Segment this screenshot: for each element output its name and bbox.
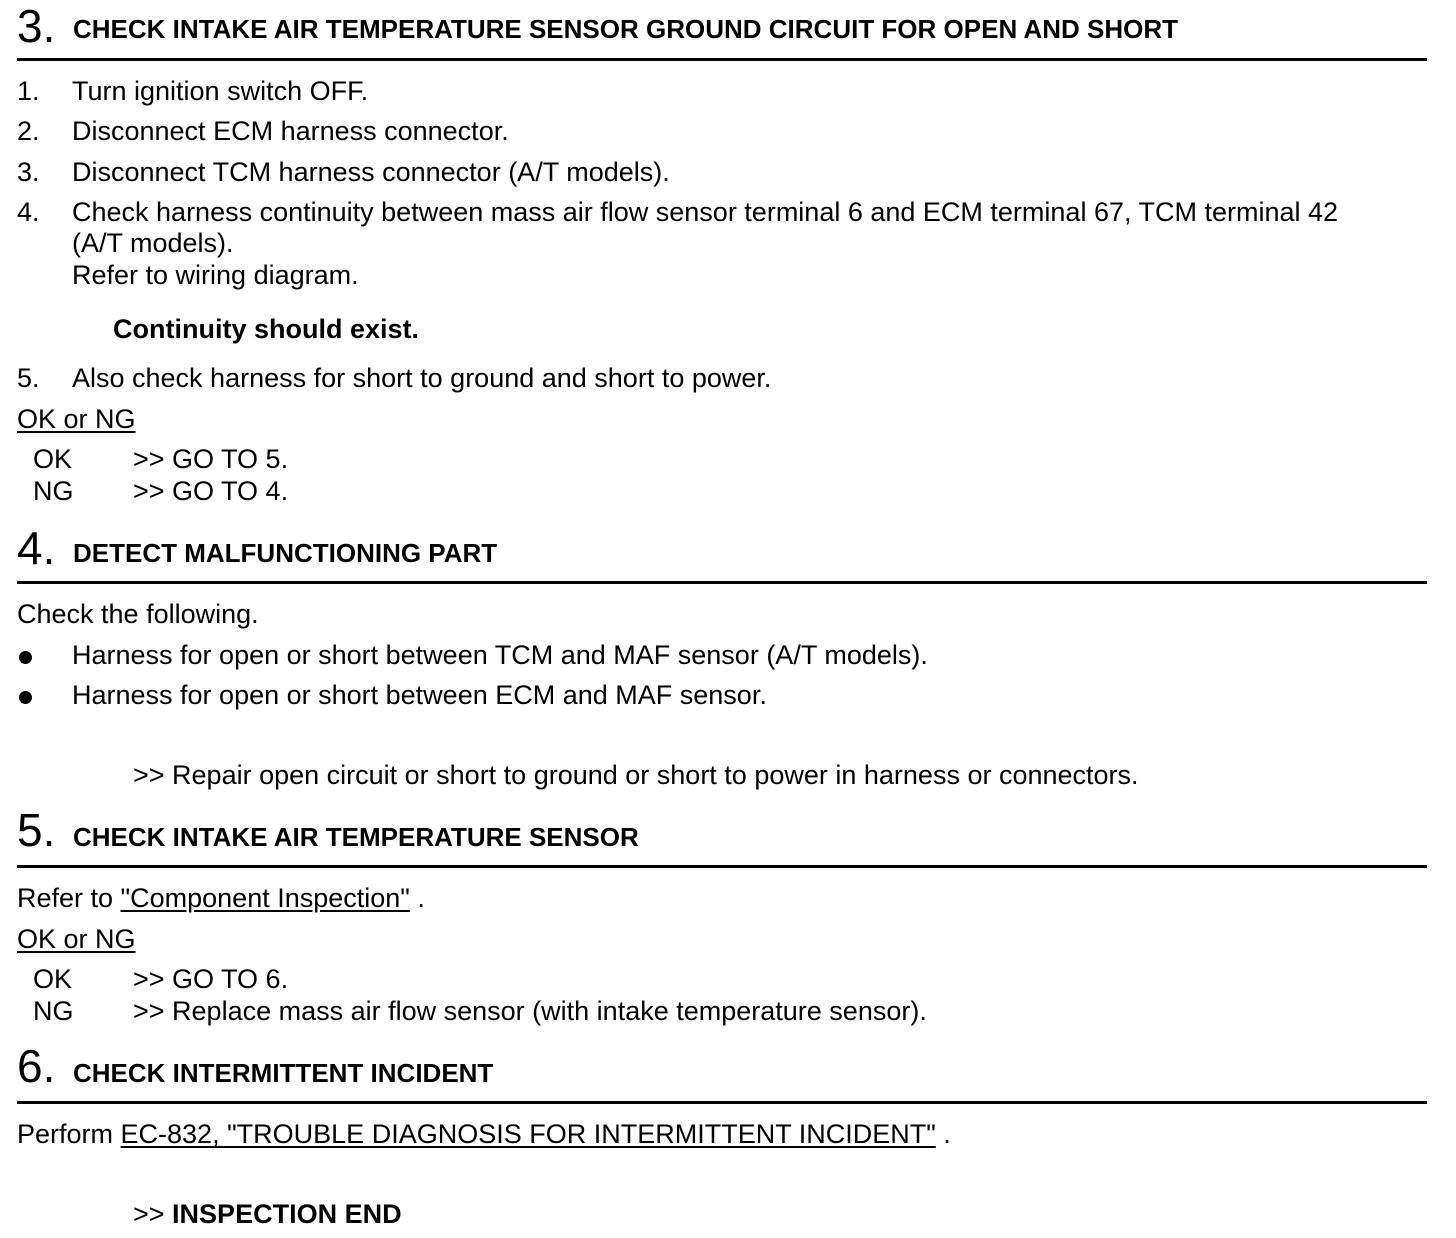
step6-perform-suffix: .: [935, 1119, 951, 1149]
step6-number: 6.: [17, 1040, 56, 1092]
step4-bullet1: Harness for open or short between TCM and MAF sensor (A/T models).: [72, 640, 928, 670]
step3-ok-action: >> GO TO 5.: [133, 444, 289, 474]
step3-item4-text: Check harness continuity between mass air flow sensor terminal 6 and ECM terminal 67, TCM terminal 42: [72, 197, 1339, 227]
intermittent-incident-link[interactable]: EC-832, "TROUBLE DIAGNOSIS FOR INTERMITTENT INCIDENT": [120, 1119, 936, 1149]
step5-ok-label: OK: [33, 964, 73, 994]
step5-ng-action: >> Replace mass air flow sensor (with intake temperature sensor).: [133, 996, 927, 1026]
step3-divider: [17, 58, 1427, 61]
step3-item1-num: 1.: [17, 76, 40, 106]
step5-ok-action: >> GO TO 6.: [133, 964, 289, 994]
inspection-end-prefix: >>: [133, 1199, 173, 1229]
inspection-end-text: INSPECTION END: [172, 1199, 402, 1229]
step3-number: 3.: [17, 0, 56, 52]
step3-ok-ng-heading: OK or NG: [17, 404, 136, 434]
step3-title: CHECK INTAKE AIR TEMPERATURE SENSOR GROUND CIRCUIT FOR OPEN AND SHORT: [73, 14, 1179, 44]
step3-ok-label: OK: [33, 444, 73, 474]
step4-number: 4.: [17, 522, 56, 574]
step5-refer-suffix: .: [409, 883, 425, 913]
step4-action: >> Repair open circuit or short to ground or short to power in harness or connectors.: [133, 760, 1139, 790]
step3-item1-text: Turn ignition switch OFF.: [72, 76, 369, 106]
step5-ok-ng-heading: OK or NG: [17, 924, 136, 954]
step5-number: 5.: [17, 804, 56, 856]
step3-item2-text: Disconnect ECM harness connector.: [72, 116, 509, 146]
step3-item3-text: Disconnect TCM harness connector (A/T models).: [72, 157, 670, 187]
step3-ng-label: NG: [33, 476, 74, 506]
step6-divider: [17, 1101, 1427, 1104]
inspection-end: [133, 1199, 402, 1229]
step3-item3-num: 3.: [17, 157, 40, 187]
step3-item5-text: Also check harness for short to ground and short to power.: [72, 363, 772, 393]
step6-title: CHECK INTERMITTENT INCIDENT: [73, 1058, 494, 1088]
step3-item4-continuation: (A/T models).: [72, 228, 234, 258]
step4-bullet2: Harness for open or short between ECM and MAF sensor.: [72, 680, 767, 710]
bullet-icon: [19, 691, 32, 704]
step4-title: DETECT MALFUNCTIONING PART: [73, 538, 498, 568]
step3-item4-num: 4.: [17, 197, 40, 227]
step5-refer-prefix: Refer to: [17, 883, 121, 913]
step4-divider: [17, 581, 1427, 584]
step3-item5-num: 5.: [17, 363, 40, 393]
step5-refer-line: [17, 883, 425, 913]
step3-ng-action: >> GO TO 4.: [133, 476, 289, 506]
step6-perform-line: [17, 1119, 951, 1149]
step5-ng-label: NG: [33, 996, 74, 1026]
step3-item4-refer: Refer to wiring diagram.: [72, 260, 359, 290]
step5-divider: [17, 865, 1427, 868]
step3-spec: Continuity should exist.: [113, 314, 420, 344]
step6-perform-prefix: Perform: [17, 1119, 121, 1149]
component-inspection-link[interactable]: "Component Inspection": [120, 883, 410, 913]
bullet-icon: [19, 651, 32, 664]
step4-intro: Check the following.: [17, 599, 259, 629]
step3-item2-num: 2.: [17, 116, 40, 146]
step5-title: CHECK INTAKE AIR TEMPERATURE SENSOR: [73, 822, 639, 852]
